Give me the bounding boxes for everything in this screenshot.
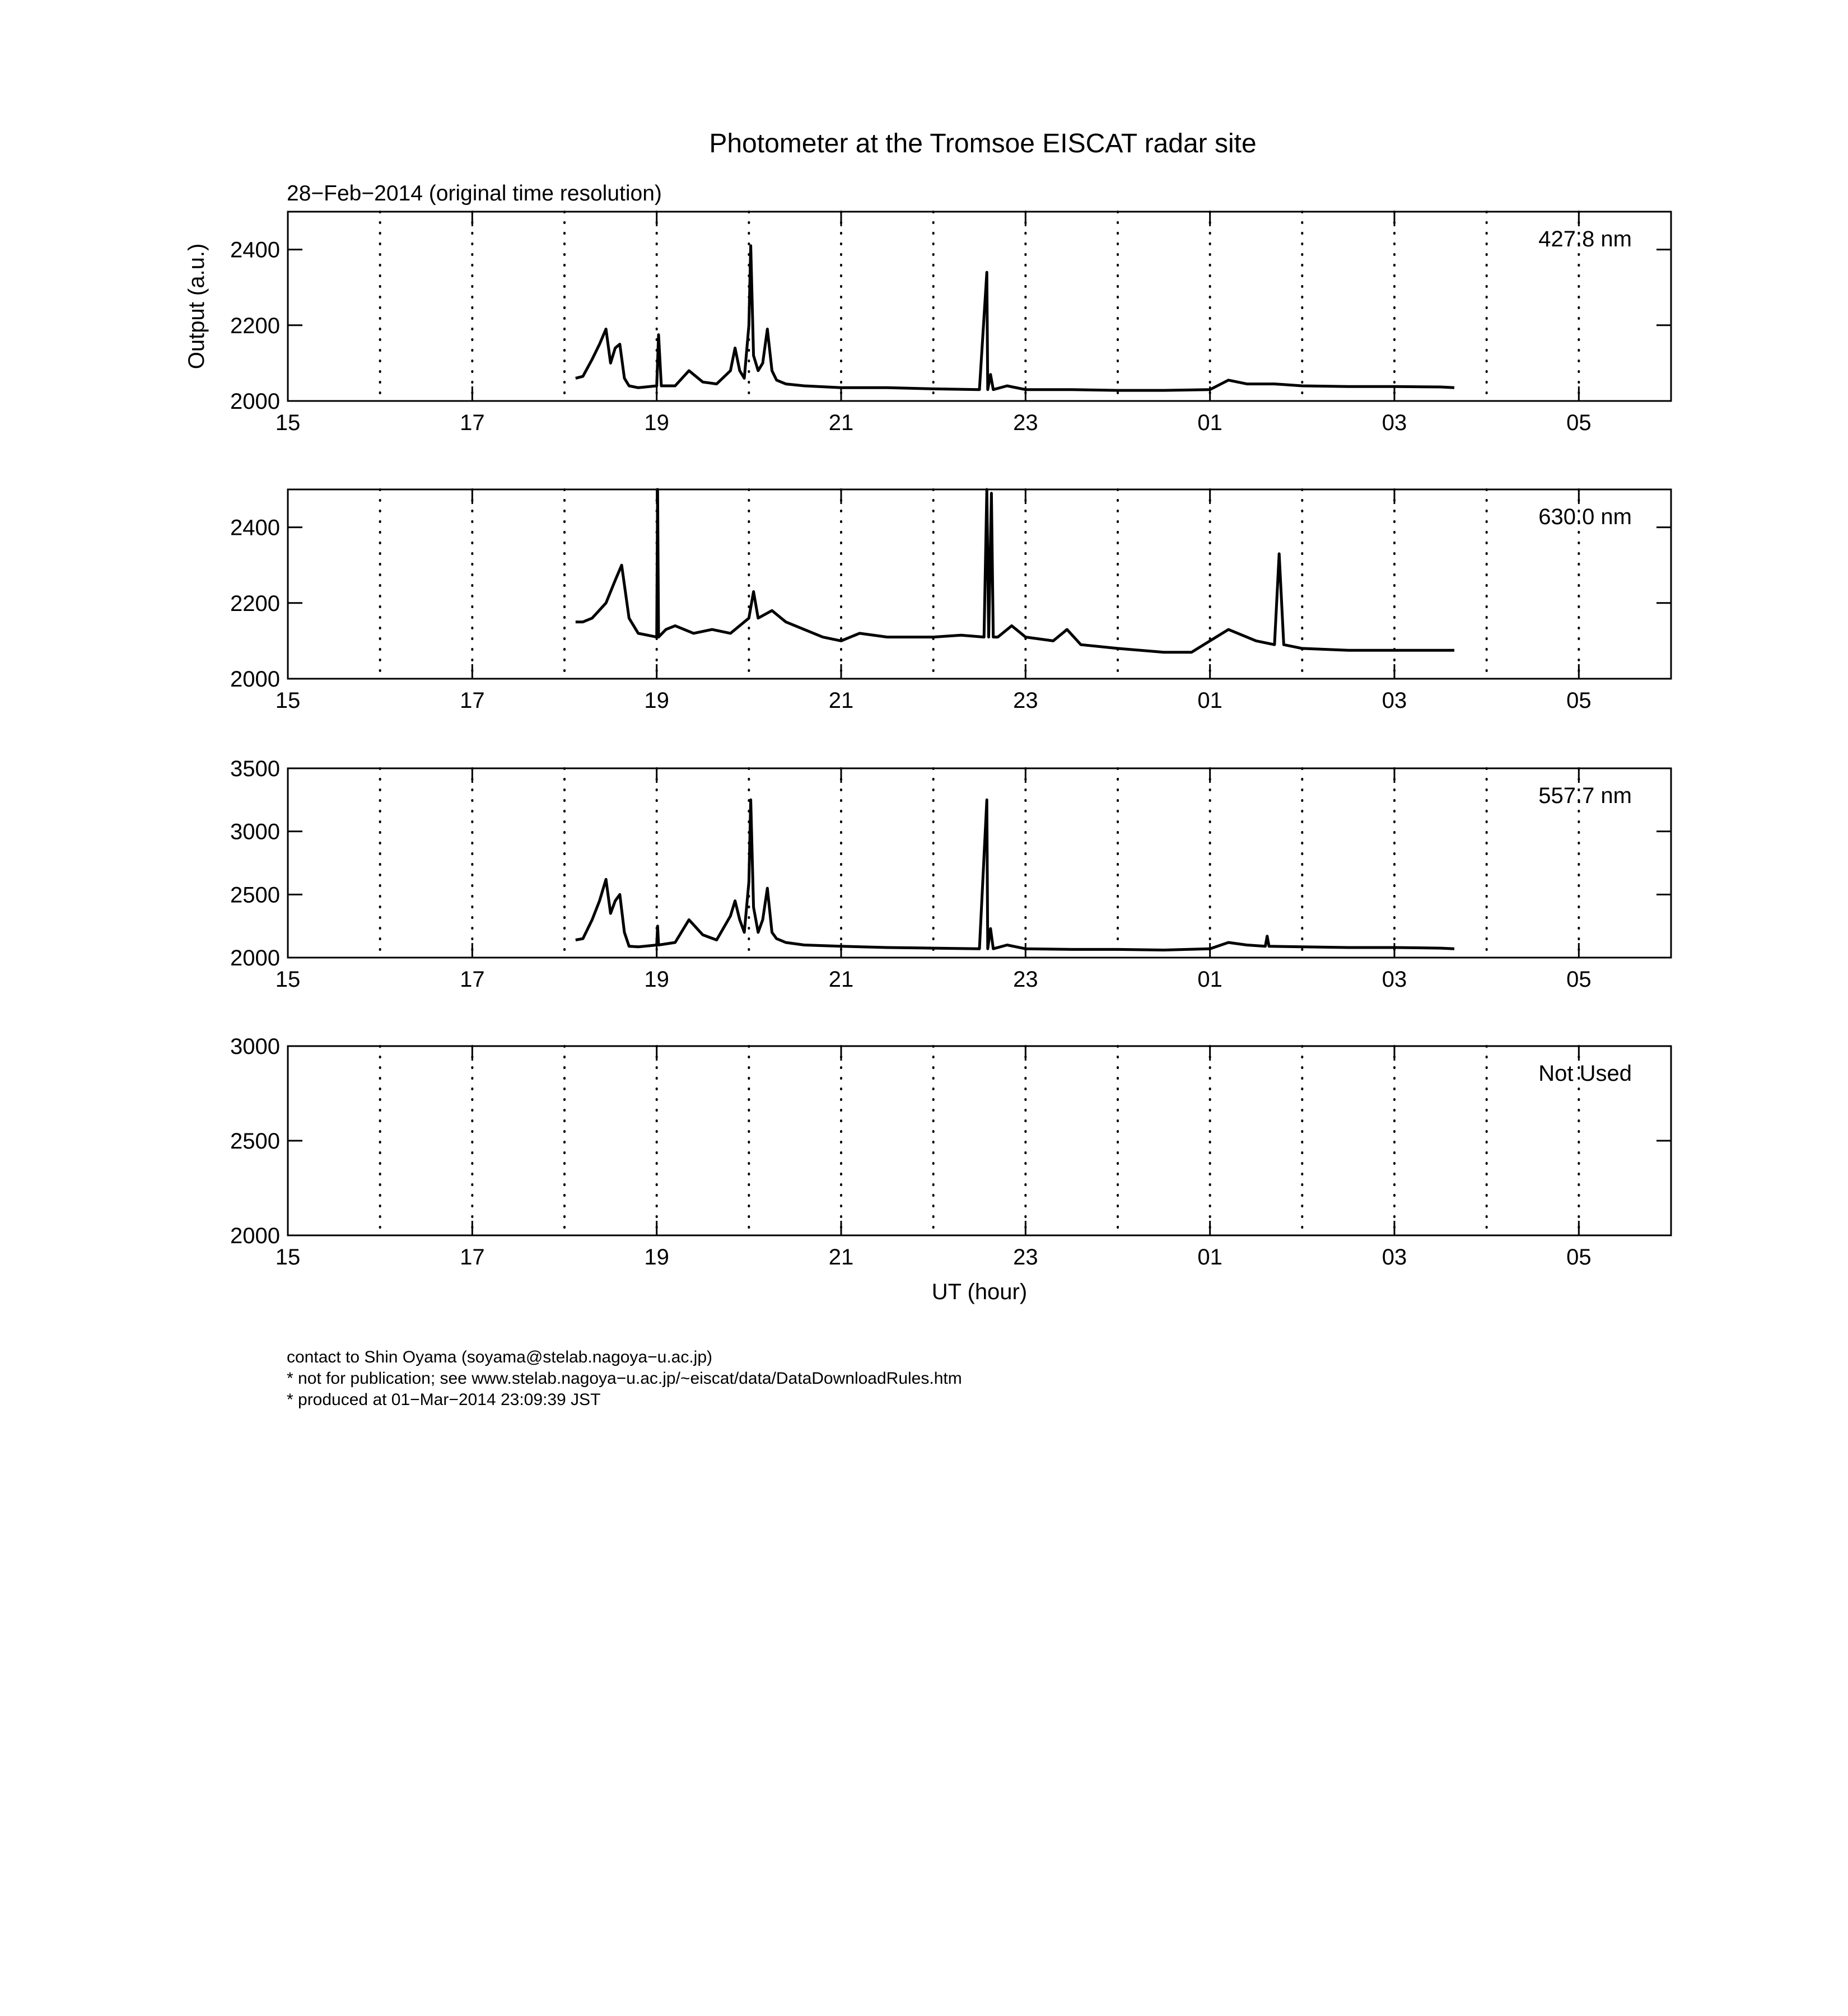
panel-label: 427.8 nm	[1538, 227, 1632, 251]
x-tick-label: 03	[1382, 688, 1407, 713]
x-tick-label: 21	[828, 967, 854, 992]
x-tick-label: 05	[1566, 1245, 1592, 1270]
x-tick-label: 03	[1382, 967, 1407, 992]
series-line-1	[576, 246, 1454, 390]
y-tick-label: 2400	[230, 237, 280, 263]
panel-label: 557.7 nm	[1538, 783, 1632, 808]
x-tick-label: 21	[828, 1245, 854, 1270]
y-tick-label: 2400	[230, 515, 280, 540]
x-tick-label: 05	[1566, 688, 1592, 713]
y-tick-label: 2000	[230, 389, 280, 414]
axes-frame	[288, 1046, 1671, 1235]
panel-label: Not Used	[1538, 1061, 1632, 1086]
y-tick-label: 2500	[230, 883, 280, 908]
x-tick-label: 05	[1566, 410, 1592, 435]
footer-contact: contact to Shin Oyama (soyama@stelab.nagoya−u.ac.jp)	[287, 1348, 713, 1366]
axes-frame	[288, 489, 1671, 679]
x-tick-label: 23	[1013, 1245, 1038, 1270]
x-tick-label: 17	[460, 688, 485, 713]
x-tick-label: 19	[644, 688, 669, 713]
x-tick-label: 01	[1197, 410, 1222, 435]
x-tick-label: 15	[275, 410, 301, 435]
x-tick-label: 21	[828, 410, 854, 435]
x-tick-label: 15	[275, 967, 301, 992]
panel-2	[230, 489, 1671, 713]
panel-3	[230, 757, 1671, 992]
series-line-1	[576, 489, 1454, 652]
y-tick-label: 2000	[230, 667, 280, 692]
x-tick-label: 15	[275, 1245, 301, 1270]
x-tick-label: 23	[1013, 410, 1038, 435]
footer-notes	[287, 1347, 962, 1411]
x-tick-label: 19	[644, 1245, 669, 1270]
x-tick-label: 05	[1566, 967, 1592, 992]
panel-1	[184, 212, 1671, 435]
panel-label: 630.0 nm	[1538, 505, 1632, 529]
y-axis-label: Output (a.u.)	[184, 243, 209, 370]
x-tick-label: 19	[644, 967, 669, 992]
y-tick-label: 2500	[230, 1129, 280, 1154]
x-tick-label: 01	[1197, 688, 1222, 713]
x-tick-label: 19	[644, 410, 669, 435]
x-axis-label: UT (hour)	[931, 1280, 1028, 1304]
figure-title: Photometer at the Tromsoe EISCAT radar site	[709, 129, 1257, 158]
y-tick-label: 3000	[230, 819, 280, 844]
x-tick-label: 15	[275, 688, 301, 713]
y-tick-label: 2000	[230, 946, 280, 970]
x-tick-label: 03	[1382, 410, 1407, 435]
x-tick-label: 23	[1013, 688, 1038, 713]
y-tick-label: 3000	[230, 1034, 280, 1059]
y-tick-label: 2000	[230, 1224, 280, 1248]
y-tick-label: 2200	[230, 313, 280, 338]
x-tick-label: 01	[1197, 1245, 1222, 1270]
y-tick-label: 2200	[230, 591, 280, 616]
x-tick-label: 17	[460, 1245, 485, 1270]
panel-4	[230, 1034, 1671, 1304]
x-tick-label: 21	[828, 688, 854, 713]
x-tick-label: 01	[1197, 967, 1222, 992]
x-tick-label: 17	[460, 967, 485, 992]
series-line-1	[576, 800, 1454, 950]
footer-publication-note: * not for publication; see www.stelab.nagoya−u.ac.jp/~eiscat/data/DataDownloadRules.htm	[287, 1369, 962, 1388]
x-tick-label: 23	[1013, 967, 1038, 992]
y-tick-label: 3500	[230, 757, 280, 781]
panels-group	[184, 212, 1671, 1304]
footer-produced-at: * produced at 01−Mar−2014 23:09:39 JST	[287, 1390, 601, 1409]
x-tick-label: 17	[460, 410, 485, 435]
x-tick-label: 03	[1382, 1245, 1407, 1270]
figure-subtitle: 28−Feb−2014 (original time resolution)	[287, 181, 662, 206]
